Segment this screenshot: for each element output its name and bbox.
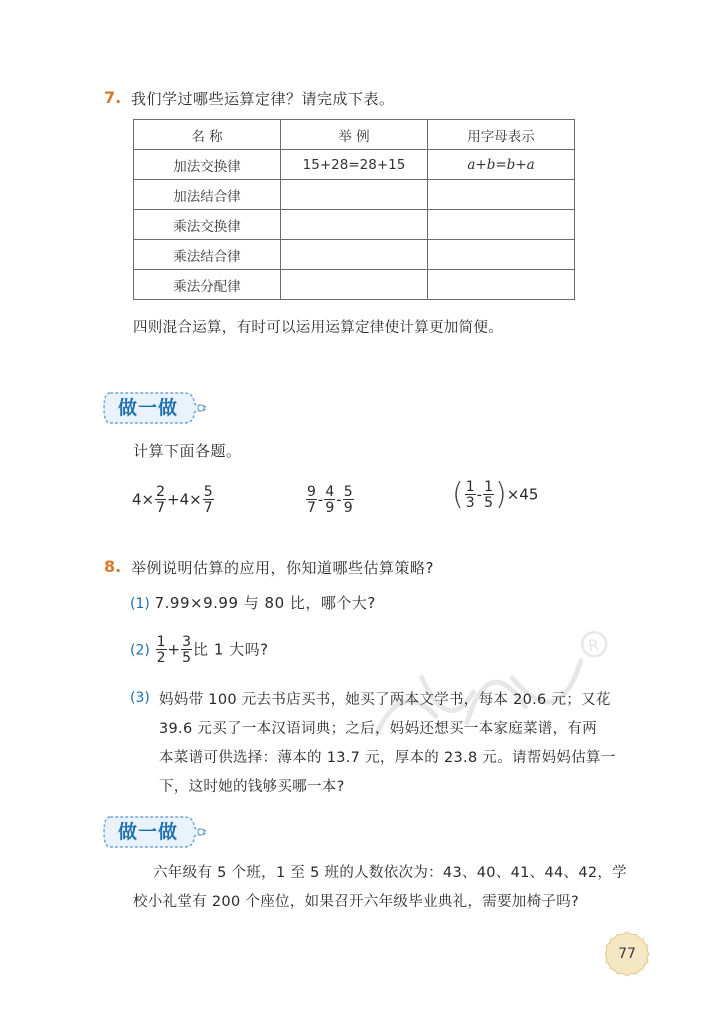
minus-sign: - [476, 485, 483, 504]
question-7-text: 我们学过哪些运算定律？请完成下表。 [131, 90, 395, 108]
denominator: 9 [325, 500, 335, 516]
page-number-badge [603, 930, 651, 978]
fraction [483, 480, 494, 510]
fraction [343, 485, 354, 515]
table-cell-name: 加法交换律 [134, 150, 281, 180]
badge-label: 做一做 [117, 821, 178, 843]
sub-label: (3) [130, 690, 150, 706]
question-8-text: 举例说明估算的应用，你知道哪些估算策略? [131, 559, 434, 577]
sub-question-2 [130, 635, 269, 665]
denominator: 7 [307, 500, 316, 516]
sub-text: 比 1 大吗? [193, 640, 269, 659]
denominator: 7 [203, 500, 213, 516]
numerator: 5 [203, 484, 213, 500]
problem-line: 六年级有 5 个班，1 至 5 班的人数依次为：43、40、41、44、42，学 [153, 865, 627, 881]
table-header-row [134, 120, 575, 150]
question-8-number: 8. [104, 557, 122, 576]
denominator: 5 [484, 495, 493, 511]
expression-3 [452, 477, 539, 512]
fraction [156, 635, 167, 665]
try-it-badge [102, 815, 206, 849]
instruction-text: 计算下面各题。 [133, 442, 242, 460]
table-cell-formula[interactable] [428, 270, 575, 300]
table-row [134, 240, 575, 270]
sub-label: (2) [130, 642, 150, 659]
page-number: 77 [618, 946, 636, 962]
sub-label: (1) [130, 596, 150, 612]
sub-question-1 [130, 592, 376, 613]
denominator: 5 [182, 650, 192, 666]
denominator: 2 [156, 650, 166, 666]
simplification-note: 四则混合运算，有时可以运用运算定律使计算更加简便。 [133, 320, 503, 336]
table-cell-formula[interactable] [428, 180, 575, 210]
problem-line: 校小礼堂有 200 个座位，如果召开六年级毕业典礼，需要加椅子吗? [133, 894, 579, 910]
sub-line: 本菜谱可供选择：薄本的 13.7 元，厚本的 23.8 元。请帮妈妈估算一 [159, 750, 616, 766]
denominator: 7 [156, 500, 166, 516]
table-header: 名 称 [134, 120, 281, 150]
table-row [134, 150, 575, 180]
fraction [324, 485, 335, 515]
numerator: 3 [182, 634, 192, 650]
denominator: 9 [343, 500, 353, 516]
numerator: 5 [343, 484, 353, 500]
table-header: 举 例 [281, 120, 428, 150]
table-cell-formula: a+b=b+a [428, 150, 575, 180]
try-it-badge [102, 391, 206, 425]
minus-sign: - [336, 490, 342, 509]
right-paren: ) [494, 477, 507, 512]
numerator: 4 [325, 484, 335, 500]
numerator: 1 [484, 479, 493, 495]
sub-line: 下，这时她的钱够买哪一本? [159, 779, 345, 795]
table-row [134, 180, 575, 210]
fraction [181, 635, 192, 665]
table-cell-name: 乘法结合律 [134, 240, 281, 270]
table-cell-example[interactable] [281, 240, 428, 270]
numerator: 9 [307, 484, 316, 500]
table-row [134, 270, 575, 300]
numerator: 1 [465, 479, 475, 495]
minus-sign: - [317, 490, 324, 509]
svg-text:R: R [587, 634, 610, 655]
left-paren: ( [452, 477, 464, 512]
table-cell-example[interactable] [281, 180, 428, 210]
table-cell-formula[interactable] [428, 210, 575, 240]
sub-line: 39.6 元买了一本汉语词典；之后，妈妈还想买一本家庭菜谱，有两 [159, 721, 597, 737]
expr-part: 4× [132, 490, 155, 509]
table-cell-name: 加法结合律 [134, 180, 281, 210]
table-cell-example[interactable] [281, 210, 428, 240]
denominator: 3 [465, 495, 475, 511]
table-cell-name: 乘法交换律 [134, 210, 281, 240]
table-cell-name: 乘法分配律 [134, 270, 281, 300]
numerator: 2 [156, 484, 166, 500]
operation-law-table [133, 119, 575, 300]
fraction [306, 485, 317, 515]
badge-label: 做一做 [117, 397, 178, 419]
table-header: 用字母表示 [428, 120, 575, 150]
table-cell-example: 15+28=28+15 [281, 150, 428, 180]
expression-2 [305, 485, 355, 515]
expression-1 [132, 485, 215, 515]
expr-part: ×45 [506, 485, 539, 504]
sub-line: 妈妈带 100 元去书店买书，她买了两本文学书，每本 20.6 元；又花 [159, 692, 611, 708]
plus-sign: + [167, 640, 181, 659]
expr-part: +4× [167, 490, 202, 509]
table-cell-formula[interactable] [428, 240, 575, 270]
fraction [465, 480, 476, 510]
question-7-number: 7. [104, 88, 122, 107]
table-cell-example[interactable] [281, 270, 428, 300]
numerator: 1 [156, 634, 166, 650]
table-row [134, 210, 575, 240]
sub-text: 7.99×9.99 与 80 比，哪个大? [154, 594, 376, 612]
fraction [203, 485, 214, 515]
fraction [155, 485, 166, 515]
